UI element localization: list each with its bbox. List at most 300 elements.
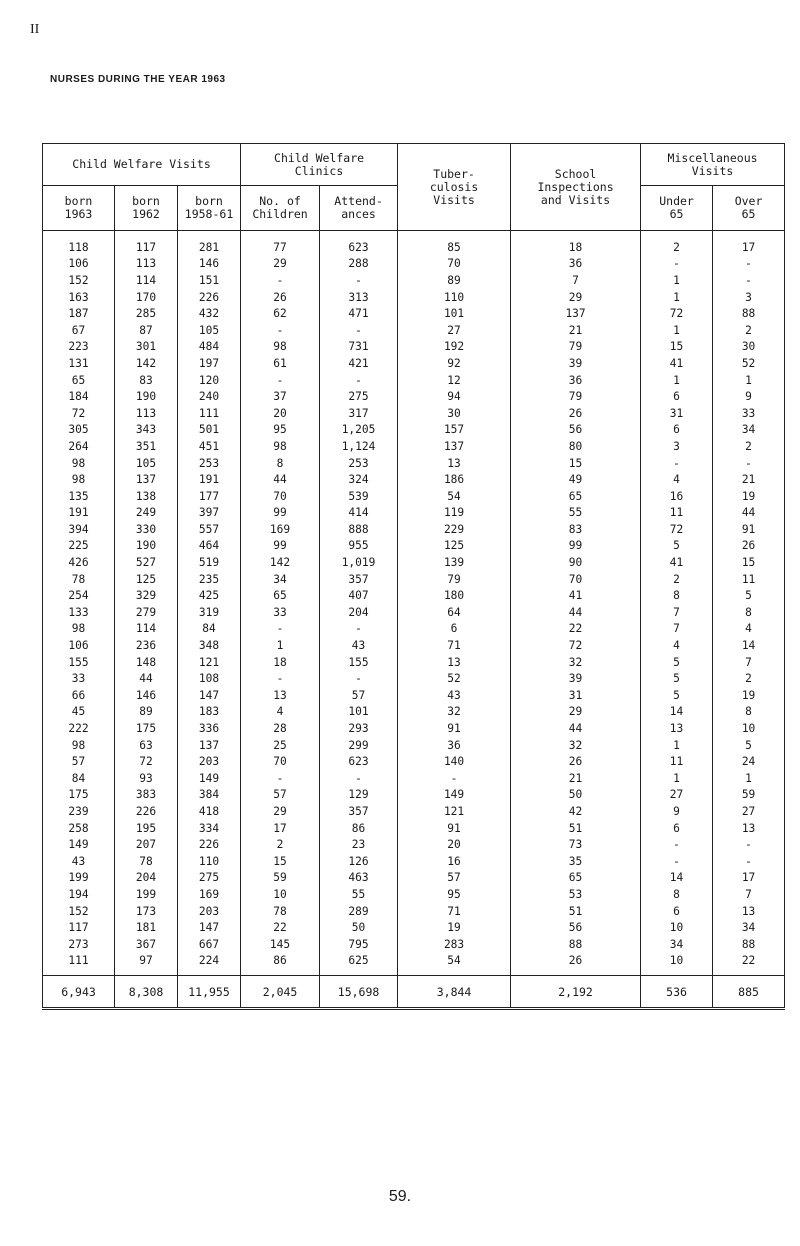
table-cell: 26 <box>511 753 641 770</box>
table-cell: 97 <box>115 953 178 976</box>
table-cell: 4 <box>641 637 713 654</box>
table-row <box>43 554 785 571</box>
table-cell: 61 <box>241 355 320 372</box>
table-cell: 27 <box>398 322 511 339</box>
table-row <box>43 471 785 488</box>
table-row <box>43 355 785 372</box>
table-cell: 394 <box>43 521 115 538</box>
table-cell: 23 <box>320 836 398 853</box>
table-cell: 5 <box>641 687 713 704</box>
table-cell: 51 <box>511 820 641 837</box>
table-cell: 49 <box>511 471 641 488</box>
table-cell: 301 <box>115 339 178 356</box>
table-cell: 33 <box>43 670 115 687</box>
table-cell: 421 <box>320 355 398 372</box>
table-cell: - <box>641 455 713 472</box>
table-cell: 129 <box>320 787 398 804</box>
table-row <box>43 621 785 638</box>
table-cell: 30 <box>398 405 511 422</box>
table-cell: 52 <box>398 670 511 687</box>
table-cell: 9 <box>713 388 785 405</box>
table-cell: 99 <box>241 505 320 522</box>
table-row <box>43 405 785 422</box>
table-row <box>43 289 785 306</box>
table-cell: 15 <box>511 455 641 472</box>
table-cell: 152 <box>43 272 115 289</box>
table-cell: 65 <box>511 488 641 505</box>
table-cell: 111 <box>43 953 115 976</box>
table-cell: 19 <box>713 488 785 505</box>
table-cell: 41 <box>641 554 713 571</box>
table-cell: 66 <box>43 687 115 704</box>
table-cell: 199 <box>43 870 115 887</box>
table-cell: 10 <box>241 886 320 903</box>
table-cell: - <box>320 670 398 687</box>
table-cell: 44 <box>115 670 178 687</box>
header-born-1958-61: born 1958-61 <box>178 186 241 231</box>
table-cell: 299 <box>320 737 398 754</box>
table-cell: 98 <box>43 455 115 472</box>
table-cell: 26 <box>511 405 641 422</box>
table-cell: - <box>713 836 785 853</box>
table-cell: 7 <box>641 604 713 621</box>
table-cell: 84 <box>43 770 115 787</box>
table-cell: 7 <box>511 272 641 289</box>
table-cell: 42 <box>511 803 641 820</box>
table-cell: 20 <box>241 405 320 422</box>
table-cell: 383 <box>115 787 178 804</box>
table-cell: 484 <box>178 339 241 356</box>
total-cell: 6,943 <box>43 976 115 1009</box>
table-cell: 91 <box>713 521 785 538</box>
table-cell: 83 <box>115 372 178 389</box>
table-cell: 175 <box>115 720 178 737</box>
table-cell: 73 <box>511 836 641 853</box>
table-cell: 539 <box>320 488 398 505</box>
table-cell: 1,124 <box>320 438 398 455</box>
table-cell: 149 <box>43 836 115 853</box>
table-cell: 57 <box>241 787 320 804</box>
table-cell: 1 <box>641 322 713 339</box>
table-cell: 142 <box>115 355 178 372</box>
table-cell: - <box>241 670 320 687</box>
table-row <box>43 604 785 621</box>
table-cell: 31 <box>511 687 641 704</box>
table-cell: 67 <box>43 322 115 339</box>
table-cell: 26 <box>241 289 320 306</box>
table-cell: 1,019 <box>320 554 398 571</box>
table-cell: - <box>241 322 320 339</box>
table-cell: 147 <box>178 919 241 936</box>
table-row <box>43 770 785 787</box>
table-cell: 204 <box>115 870 178 887</box>
table-cell: 13 <box>713 903 785 920</box>
table-cell: 29 <box>241 256 320 273</box>
table-cell: 113 <box>115 405 178 422</box>
table-cell: 3 <box>713 289 785 306</box>
table-cell: 146 <box>178 256 241 273</box>
table-cell: 343 <box>115 422 178 439</box>
table-cell: 98 <box>43 737 115 754</box>
table-cell: 43 <box>398 687 511 704</box>
table-cell: 152 <box>43 903 115 920</box>
table-cell: 121 <box>178 654 241 671</box>
table-cell: 56 <box>511 919 641 936</box>
table-cell: 86 <box>241 953 320 976</box>
table-cell: 99 <box>511 538 641 555</box>
table-cell: 117 <box>115 231 178 256</box>
table-cell: 2 <box>713 322 785 339</box>
table-cell: 407 <box>320 587 398 604</box>
header-over-65: Over 65 <box>713 186 785 231</box>
table-cell: 20 <box>398 836 511 853</box>
table-cell: 98 <box>241 438 320 455</box>
header-miscellaneous-visits: Miscellaneous Visits <box>641 144 785 186</box>
header-attendances: Attend- ances <box>320 186 398 231</box>
table-cell: - <box>241 770 320 787</box>
table-cell: 275 <box>178 870 241 887</box>
table-cell: 44 <box>511 720 641 737</box>
table-cell: 8 <box>713 704 785 721</box>
table-cell: 44 <box>511 604 641 621</box>
table-cell: 204 <box>320 604 398 621</box>
table-cell: 98 <box>43 621 115 638</box>
table-cell: 667 <box>178 936 241 953</box>
header-born-1962: born 1962 <box>115 186 178 231</box>
table-cell: 305 <box>43 422 115 439</box>
table-cell: 110 <box>398 289 511 306</box>
table-cell: 148 <box>115 654 178 671</box>
table-cell: 99 <box>241 538 320 555</box>
table-cell: 432 <box>178 305 241 322</box>
table-cell: 557 <box>178 521 241 538</box>
table-cell: 203 <box>178 753 241 770</box>
table-cell: - <box>641 853 713 870</box>
table-cell: 2 <box>641 231 713 256</box>
table-cell: 226 <box>178 836 241 853</box>
table-row <box>43 670 785 687</box>
table-cell: 118 <box>43 231 115 256</box>
table-cell: 1 <box>241 637 320 654</box>
table-cell: 451 <box>178 438 241 455</box>
table-cell: 25 <box>241 737 320 754</box>
table-cell: 731 <box>320 339 398 356</box>
table-cell: 72 <box>511 637 641 654</box>
table-cell: 91 <box>398 720 511 737</box>
table-cell: 70 <box>511 571 641 588</box>
table-cell: 275 <box>320 388 398 405</box>
table-row <box>43 953 785 976</box>
table-cell: 34 <box>241 571 320 588</box>
table-cell: 181 <box>115 919 178 936</box>
table-cell: 180 <box>398 587 511 604</box>
table-cell: 2 <box>241 836 320 853</box>
table-cell: 126 <box>320 853 398 870</box>
table-cell: 5 <box>713 587 785 604</box>
table-cell: 70 <box>398 256 511 273</box>
table-cell: 31 <box>641 405 713 422</box>
table-cell: 3 <box>641 438 713 455</box>
table-cell: 2 <box>641 571 713 588</box>
table-cell: - <box>320 322 398 339</box>
table-cell: 22 <box>241 919 320 936</box>
table-cell: 16 <box>398 853 511 870</box>
table-cell: 199 <box>115 886 178 903</box>
table-cell: 78 <box>241 903 320 920</box>
table-cell: 330 <box>115 521 178 538</box>
table-cell: 16 <box>641 488 713 505</box>
table-row <box>43 272 785 289</box>
nurses-visits-table <box>42 143 785 1010</box>
table-row <box>43 587 785 604</box>
table-cell: 471 <box>320 305 398 322</box>
table-cell: 27 <box>641 787 713 804</box>
table-cell: 463 <box>320 870 398 887</box>
table-cell: 26 <box>713 538 785 555</box>
table-cell: 28 <box>241 720 320 737</box>
table-cell: 111 <box>178 405 241 422</box>
table-cell: 117 <box>43 919 115 936</box>
table-cell: 41 <box>511 587 641 604</box>
table-cell: 65 <box>43 372 115 389</box>
table-cell: 145 <box>241 936 320 953</box>
header-under-65: Under 65 <box>641 186 713 231</box>
table-cell: 169 <box>178 886 241 903</box>
table-cell: 149 <box>398 787 511 804</box>
table-cell: 90 <box>511 554 641 571</box>
table-row <box>43 256 785 273</box>
table-cell: 33 <box>241 604 320 621</box>
totals-row <box>43 976 785 1009</box>
table-cell: 119 <box>398 505 511 522</box>
table-cell: 18 <box>241 654 320 671</box>
table-cell: - <box>713 455 785 472</box>
table-row <box>43 637 785 654</box>
table-row <box>43 654 785 671</box>
table-cell: - <box>713 272 785 289</box>
table-cell: 334 <box>178 820 241 837</box>
table-row <box>43 919 785 936</box>
table-cell: 203 <box>178 903 241 920</box>
table-cell: 1 <box>641 737 713 754</box>
table-cell: 32 <box>511 654 641 671</box>
table-cell: 184 <box>43 388 115 405</box>
table-cell: 240 <box>178 388 241 405</box>
table-body <box>43 231 785 976</box>
table-cell: 137 <box>398 438 511 455</box>
table-cell: 78 <box>115 853 178 870</box>
table-cell: 88 <box>713 936 785 953</box>
table-row <box>43 836 785 853</box>
table-cell: - <box>641 256 713 273</box>
table-cell: 22 <box>713 953 785 976</box>
table-cell: 34 <box>641 936 713 953</box>
table-cell: 125 <box>115 571 178 588</box>
table-cell: 19 <box>398 919 511 936</box>
table-row <box>43 322 785 339</box>
table-cell: 253 <box>320 455 398 472</box>
table-cell: 254 <box>43 587 115 604</box>
table-cell: 384 <box>178 787 241 804</box>
table-cell: - <box>241 372 320 389</box>
table-cell: 195 <box>115 820 178 837</box>
table-cell: 155 <box>43 654 115 671</box>
table-cell: 39 <box>511 355 641 372</box>
table-cell: - <box>320 272 398 289</box>
total-cell: 536 <box>641 976 713 1009</box>
table-cell: 8 <box>713 604 785 621</box>
table-cell: 357 <box>320 803 398 820</box>
table-cell: 348 <box>178 637 241 654</box>
table-cell: 239 <box>43 803 115 820</box>
table-row <box>43 455 785 472</box>
table-cell: 5 <box>641 654 713 671</box>
table-cell: 285 <box>115 305 178 322</box>
table-cell: 113 <box>115 256 178 273</box>
table-cell: 623 <box>320 753 398 770</box>
table-cell: 235 <box>178 571 241 588</box>
table-cell: 133 <box>43 604 115 621</box>
table-cell: 33 <box>713 405 785 422</box>
table-cell: 229 <box>398 521 511 538</box>
table-cell: 37 <box>241 388 320 405</box>
table-cell: 98 <box>43 471 115 488</box>
table-cell: 29 <box>511 289 641 306</box>
table-cell: 1 <box>641 289 713 306</box>
header-born-1963: born 1963 <box>43 186 115 231</box>
table-cell: 59 <box>241 870 320 887</box>
table-cell: 146 <box>115 687 178 704</box>
table-cell: 138 <box>115 488 178 505</box>
total-cell: 8,308 <box>115 976 178 1009</box>
table-row <box>43 720 785 737</box>
table-cell: 190 <box>115 388 178 405</box>
table-cell: 190 <box>115 538 178 555</box>
table-cell: 98 <box>241 339 320 356</box>
table-cell: 62 <box>241 305 320 322</box>
table-cell: 1 <box>641 770 713 787</box>
table-cell: 15 <box>241 853 320 870</box>
table-cell: 36 <box>398 737 511 754</box>
table-cell: 95 <box>398 886 511 903</box>
header-child-welfare-visits: Child Welfare Visits <box>43 144 241 186</box>
table-cell: 6 <box>641 903 713 920</box>
table-cell: 464 <box>178 538 241 555</box>
table-cell: 88 <box>511 936 641 953</box>
table-cell: 92 <box>398 355 511 372</box>
table-row <box>43 853 785 870</box>
table-cell: 15 <box>713 554 785 571</box>
table-cell: 170 <box>115 289 178 306</box>
table-cell: 21 <box>511 770 641 787</box>
table-cell: 142 <box>241 554 320 571</box>
table-cell: 89 <box>398 272 511 289</box>
table-cell: 177 <box>178 488 241 505</box>
table-cell: 173 <box>115 903 178 920</box>
table-cell: 10 <box>641 919 713 936</box>
table-cell: 17 <box>241 820 320 837</box>
table-cell: 625 <box>320 953 398 976</box>
table-cell: 35 <box>511 853 641 870</box>
table-cell: 53 <box>511 886 641 903</box>
table-cell: 50 <box>511 787 641 804</box>
table-cell: 888 <box>320 521 398 538</box>
table-cell: 83 <box>511 521 641 538</box>
table-cell: 955 <box>320 538 398 555</box>
table-row <box>43 737 785 754</box>
table-cell: 17 <box>713 231 785 256</box>
table-cell: 114 <box>115 621 178 638</box>
table-cell: 147 <box>178 687 241 704</box>
total-cell: 885 <box>713 976 785 1009</box>
table-cell: 197 <box>178 355 241 372</box>
table-cell: 293 <box>320 720 398 737</box>
table-cell: 187 <box>43 305 115 322</box>
table-cell: 72 <box>641 305 713 322</box>
table-cell: 59 <box>713 787 785 804</box>
table-cell: 85 <box>398 231 511 256</box>
header-no-of-children: No. of Children <box>241 186 320 231</box>
table-cell: 19 <box>713 687 785 704</box>
header-school-inspections: School Inspections and Visits <box>511 144 641 231</box>
table-cell: 7 <box>713 886 785 903</box>
table-cell: - <box>398 770 511 787</box>
table-cell: 71 <box>398 637 511 654</box>
table-cell: 519 <box>178 554 241 571</box>
table-cell: 253 <box>178 455 241 472</box>
table-cell: 1,205 <box>320 422 398 439</box>
table-cell: 21 <box>713 471 785 488</box>
table-row <box>43 388 785 405</box>
table-cell: 155 <box>320 654 398 671</box>
table-cell: 13 <box>398 654 511 671</box>
table-cell: 24 <box>713 753 785 770</box>
table-cell: 4 <box>241 704 320 721</box>
table-row <box>43 422 785 439</box>
table-cell: 72 <box>641 521 713 538</box>
table-cell: 84 <box>178 621 241 638</box>
table-cell: 10 <box>713 720 785 737</box>
table-cell: 183 <box>178 704 241 721</box>
page-title: NURSES DURING THE YEAR 1963 <box>50 74 226 85</box>
table-cell: 34 <box>713 919 785 936</box>
table-cell: 13 <box>398 455 511 472</box>
table-row <box>43 505 785 522</box>
table-cell: 139 <box>398 554 511 571</box>
table-cell: 41 <box>641 355 713 372</box>
table-cell: 34 <box>713 422 785 439</box>
table-cell: 57 <box>43 753 115 770</box>
table-row <box>43 571 785 588</box>
total-cell: 3,844 <box>398 976 511 1009</box>
table-cell: 137 <box>511 305 641 322</box>
table-cell: 357 <box>320 571 398 588</box>
table-cell: 105 <box>178 322 241 339</box>
table-cell: 5 <box>641 538 713 555</box>
table-cell: 65 <box>511 870 641 887</box>
table-cell: 13 <box>241 687 320 704</box>
table-cell: 8 <box>241 455 320 472</box>
table-cell: 78 <box>43 571 115 588</box>
table-cell: 426 <box>43 554 115 571</box>
table-cell: 288 <box>320 256 398 273</box>
table-cell: 236 <box>115 637 178 654</box>
table-cell: 30 <box>713 339 785 356</box>
table-cell: 324 <box>320 471 398 488</box>
table-cell: 6 <box>641 422 713 439</box>
table-cell: 63 <box>115 737 178 754</box>
table-cell: 121 <box>398 803 511 820</box>
